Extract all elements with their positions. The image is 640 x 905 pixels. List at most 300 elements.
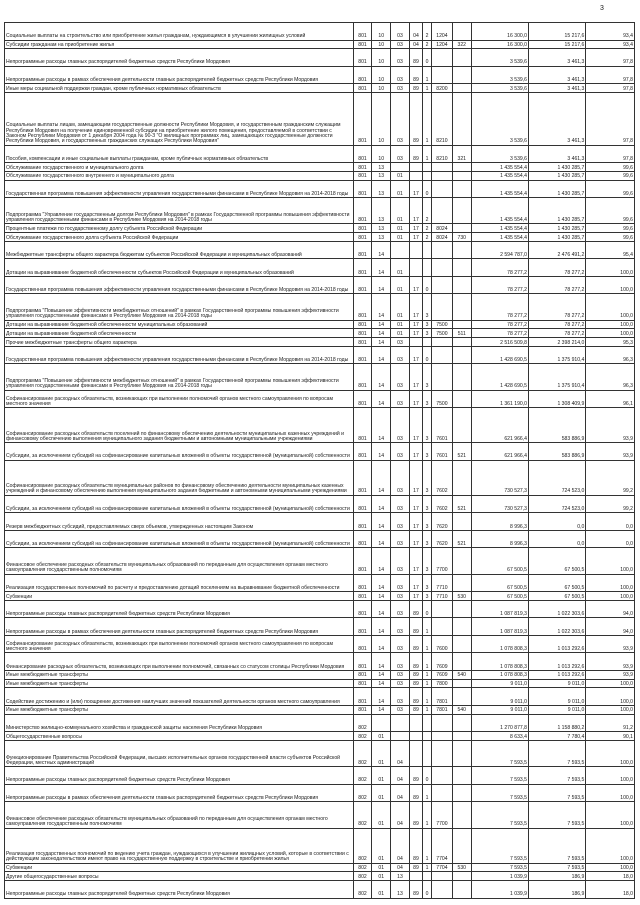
section-code: 01 <box>372 863 391 872</box>
section-code: 14 <box>372 705 391 714</box>
subsection-code: 04 <box>391 767 410 785</box>
row-name: Непрограммные расходы главных распорядителей бюджетных средств Республики Мордовия <box>5 767 354 785</box>
expense-type-code <box>452 364 471 390</box>
expense-type-code: 730 <box>452 233 471 242</box>
program-code: 17 <box>409 346 422 364</box>
execution-percent: 100,0 <box>586 802 635 828</box>
plan-amount: 1 039,9 <box>471 881 528 899</box>
row-name: Субсидии гражданам на приобретение жилья <box>5 40 354 49</box>
article-code: 7600 <box>431 635 452 653</box>
actual-amount: 7 593,5 <box>529 863 586 872</box>
expense-type-code <box>452 180 471 198</box>
ministry-code: 801 <box>353 618 372 636</box>
execution-percent: 91,2 <box>586 714 635 732</box>
table-row <box>5 40 635 49</box>
subsection-code <box>391 163 410 172</box>
section-code <box>372 714 391 732</box>
execution-percent: 99,6 <box>586 233 635 242</box>
section-code: 13 <box>372 180 391 198</box>
ministry-code: 801 <box>353 513 372 531</box>
article-code <box>431 198 452 224</box>
plan-amount: 1 435 554,4 <box>471 224 528 233</box>
subsection-code: 01 <box>391 320 410 329</box>
ministry-code: 801 <box>353 233 372 242</box>
subprogram-code: 1 <box>423 635 432 653</box>
table-row <box>5 259 635 277</box>
subprogram-code <box>423 338 432 347</box>
table-row <box>5 732 635 741</box>
subsection-code <box>391 732 410 741</box>
program-code: 17 <box>409 233 422 242</box>
article-code: 7800 <box>431 679 452 688</box>
execution-percent: 90,1 <box>586 732 635 741</box>
section-code: 10 <box>372 66 391 84</box>
section-code: 13 <box>372 233 391 242</box>
actual-amount: 78 277,2 <box>529 259 586 277</box>
program-code: 89 <box>409 881 422 899</box>
program-code: 04 <box>409 23 422 41</box>
section-code: 14 <box>372 653 391 671</box>
actual-amount: 7 593,5 <box>529 828 586 863</box>
actual-amount: 2 476 491,2 <box>529 241 586 259</box>
expense-type-code: 521 <box>452 530 471 548</box>
table-row <box>5 443 635 461</box>
article-code: 7704 <box>431 863 452 872</box>
program-code: 17 <box>409 513 422 531</box>
execution-percent: 100,0 <box>586 329 635 338</box>
program-code: 17 <box>409 320 422 329</box>
section-code: 14 <box>372 241 391 259</box>
subprogram-code: 1 <box>423 828 432 863</box>
subprogram-code: 1 <box>423 802 432 828</box>
subprogram-code: 1 <box>423 84 432 93</box>
article-code: 7601 <box>431 408 452 443</box>
row-name: Субвенции <box>5 863 354 872</box>
subprogram-code: 1 <box>423 705 432 714</box>
row-name: Реализация государственных полномочий по ведению учета граждан, нуждающихся в улучшении жилищных условий, которые в соответствии с действующим законодательством имеют право на государственную поддержку в строительстве и приобретении жилья <box>5 828 354 863</box>
article-code <box>431 180 452 198</box>
ministry-code: 801 <box>353 329 372 338</box>
subprogram-code: 3 <box>423 574 432 592</box>
actual-amount: 186,9 <box>529 872 586 881</box>
section-code: 10 <box>372 93 391 146</box>
ministry-code: 801 <box>353 49 372 67</box>
row-name: Иные межбюджетные трансферты <box>5 670 354 679</box>
article-code: 7710 <box>431 574 452 592</box>
section-code: 14 <box>372 338 391 347</box>
actual-amount: 7 593,5 <box>529 802 586 828</box>
ministry-code: 801 <box>353 574 372 592</box>
section-code: 10 <box>372 23 391 41</box>
execution-percent: 93,9 <box>586 653 635 671</box>
ministry-code: 801 <box>353 171 372 180</box>
expense-type-code <box>452 741 471 767</box>
article-code: 8210 <box>431 145 452 163</box>
ministry-code: 801 <box>353 320 372 329</box>
expense-type-code <box>452 600 471 618</box>
actual-amount: 9 011,0 <box>529 679 586 688</box>
execution-percent: 96,3 <box>586 364 635 390</box>
actual-amount: 1 158 880,2 <box>529 714 586 732</box>
subprogram-code <box>423 741 432 767</box>
execution-percent: 93,4 <box>586 40 635 49</box>
expense-type-code <box>452 828 471 863</box>
plan-amount: 67 500,5 <box>471 592 528 601</box>
section-code: 10 <box>372 40 391 49</box>
subsection-code: 03 <box>391 145 410 163</box>
expense-type-code: 322 <box>452 40 471 49</box>
subprogram-code: 3 <box>423 408 432 443</box>
actual-amount: 15 217,6 <box>529 40 586 49</box>
plan-amount: 1 087 819,3 <box>471 618 528 636</box>
section-code: 13 <box>372 198 391 224</box>
section-code: 14 <box>372 592 391 601</box>
table-row <box>5 802 635 828</box>
execution-percent: 95,4 <box>586 241 635 259</box>
article-code <box>431 346 452 364</box>
program-code: 17 <box>409 224 422 233</box>
article-code <box>431 784 452 802</box>
subprogram-code: 1 <box>423 653 432 671</box>
actual-amount: 0,0 <box>529 530 586 548</box>
article-code: 8210 <box>431 93 452 146</box>
subsection-code: 03 <box>391 600 410 618</box>
table-row <box>5 163 635 172</box>
plan-amount: 1 078 808,3 <box>471 635 528 653</box>
section-code: 14 <box>372 495 391 513</box>
table-row <box>5 460 635 495</box>
table-row <box>5 171 635 180</box>
subsection-code: 01 <box>391 329 410 338</box>
subsection-code: 01 <box>391 276 410 294</box>
article-code <box>431 171 452 180</box>
actual-amount: 78 277,2 <box>529 329 586 338</box>
plan-amount: 1 435 554,4 <box>471 180 528 198</box>
program-code <box>409 338 422 347</box>
plan-amount: 1 078 808,3 <box>471 670 528 679</box>
actual-amount: 7 780,4 <box>529 732 586 741</box>
row-name: Субвенции <box>5 592 354 601</box>
table-row <box>5 224 635 233</box>
expense-type-code <box>452 346 471 364</box>
expense-type-code <box>452 198 471 224</box>
actual-amount: 1 013 292,6 <box>529 653 586 671</box>
expense-type-code <box>452 408 471 443</box>
expense-type-code <box>452 618 471 636</box>
expense-type-code <box>452 23 471 41</box>
table-row <box>5 653 635 671</box>
row-name: Финансирование расходных обязательств, возникающих при выполнении полномочий, связанных со статусом столицы Республики Мордовия <box>5 653 354 671</box>
subsection-code: 03 <box>391 670 410 679</box>
ministry-code: 801 <box>353 259 372 277</box>
subsection-code: 01 <box>391 233 410 242</box>
row-name: Софинансирование расходных обязательств поселений по финансовому обеспечению деятельности муниципальных казенных учреждений и финансовому обеспечению выполнения муниципального задания бюджетными и автономными муниципальными учреждениями <box>5 408 354 443</box>
ministry-code: 801 <box>353 23 372 41</box>
table-row <box>5 276 635 294</box>
subsection-code: 03 <box>391 574 410 592</box>
plan-amount: 8 996,3 <box>471 513 528 531</box>
execution-percent: 97,8 <box>586 66 635 84</box>
program-code: 17 <box>409 443 422 461</box>
section-code: 14 <box>372 259 391 277</box>
ministry-code: 801 <box>353 338 372 347</box>
program-code: 89 <box>409 84 422 93</box>
table-row <box>5 241 635 259</box>
table-row <box>5 574 635 592</box>
row-name: Непрограммные расходы главных распорядителей бюджетных средств Республики Мордовия <box>5 49 354 67</box>
expense-type-code <box>452 66 471 84</box>
subprogram-code: 3 <box>423 320 432 329</box>
program-code: 89 <box>409 688 422 706</box>
expense-type-code <box>452 259 471 277</box>
article-code: 7601 <box>431 443 452 461</box>
subprogram-code: 3 <box>423 495 432 513</box>
article-code: 1204 <box>431 40 452 49</box>
expense-type-code <box>452 390 471 408</box>
row-name: Дотации на выравнивание бюджетной обеспеченности муниципальных образований <box>5 320 354 329</box>
execution-percent: 100,0 <box>586 705 635 714</box>
table-row <box>5 66 635 84</box>
program-code: 17 <box>409 180 422 198</box>
article-code: 7704 <box>431 828 452 863</box>
expense-type-code <box>452 460 471 495</box>
expense-type-code: 521 <box>452 495 471 513</box>
section-code: 14 <box>372 364 391 390</box>
plan-amount: 7 593,5 <box>471 784 528 802</box>
program-code: 17 <box>409 294 422 320</box>
subprogram-code: 3 <box>423 548 432 574</box>
subsection-code: 03 <box>391 93 410 146</box>
table-row <box>5 198 635 224</box>
subsection-code: 03 <box>391 443 410 461</box>
row-name: Государственная программа повышения эффективности управления государственными финансами в Республике Мордовия на 2014-2018 годы <box>5 346 354 364</box>
subprogram-code: 3 <box>423 443 432 461</box>
execution-percent: 0,0 <box>586 513 635 531</box>
subsection-code: 03 <box>391 688 410 706</box>
article-code <box>431 767 452 785</box>
plan-amount: 730 527,3 <box>471 495 528 513</box>
ministry-code: 801 <box>353 224 372 233</box>
actual-amount: 2 398 214,0 <box>529 338 586 347</box>
program-code: 17 <box>409 530 422 548</box>
subprogram-code: 1 <box>423 688 432 706</box>
program-code <box>409 714 422 732</box>
row-name: Дотации на выравнивание бюджетной обеспеченности <box>5 329 354 338</box>
subsection-code: 04 <box>391 802 410 828</box>
program-code <box>409 872 422 881</box>
plan-amount: 78 277,2 <box>471 329 528 338</box>
plan-amount: 2 594 787,0 <box>471 241 528 259</box>
ministry-code: 802 <box>353 741 372 767</box>
ministry-code: 802 <box>353 714 372 732</box>
execution-percent: 93,9 <box>586 670 635 679</box>
row-name: Софинансирование расходных обязательств, возникающих при выполнении полномочий органов местного самоуправления по вопросам местного значения <box>5 635 354 653</box>
section-code: 14 <box>372 346 391 364</box>
subsection-code: 01 <box>391 171 410 180</box>
subprogram-code <box>423 259 432 277</box>
expense-type-code <box>452 872 471 881</box>
actual-amount: 583 886,9 <box>529 443 586 461</box>
ministry-code: 802 <box>353 802 372 828</box>
execution-percent: 100,0 <box>586 688 635 706</box>
table-row <box>5 679 635 688</box>
row-name: Непрограммные расходы главных распорядителей бюджетных средств Республики Мордовия <box>5 600 354 618</box>
article-code: 7700 <box>431 802 452 828</box>
row-name: Финансовое обеспечение расходных обязательств муниципальных образований по переданным для осуществления органам местного самоуправления государственным полномочиям <box>5 548 354 574</box>
expense-type-code <box>452 688 471 706</box>
table-row <box>5 23 635 41</box>
execution-percent: 97,8 <box>586 93 635 146</box>
row-name: Подпрограмма "Повышение эффективности межбюджетных отношений" в рамках Государственной программы повышения эффективности управления государственными финансами в Республике Мордовия на 2014-2018 годы <box>5 364 354 390</box>
section-code: 14 <box>372 329 391 338</box>
subprogram-code <box>423 241 432 259</box>
article-code <box>431 259 452 277</box>
ministry-code: 801 <box>353 84 372 93</box>
row-name: Пособия, компенсации и иные социальные выплаты гражданам, кроме публичных нормативных обязательств <box>5 145 354 163</box>
ministry-code: 801 <box>353 635 372 653</box>
program-code: 17 <box>409 548 422 574</box>
table-row <box>5 881 635 899</box>
expense-type-code <box>452 714 471 732</box>
ministry-code: 801 <box>353 548 372 574</box>
subprogram-code: 3 <box>423 592 432 601</box>
ministry-code: 801 <box>353 294 372 320</box>
actual-amount: 3 461,3 <box>529 145 586 163</box>
expense-type-code: 540 <box>452 670 471 679</box>
subsection-code <box>391 241 410 259</box>
subsection-code: 01 <box>391 294 410 320</box>
program-code: 89 <box>409 66 422 84</box>
subprogram-code <box>423 732 432 741</box>
program-code: 17 <box>409 408 422 443</box>
table-row <box>5 828 635 863</box>
plan-amount: 7 593,5 <box>471 828 528 863</box>
subsection-code: 01 <box>391 259 410 277</box>
section-code: 01 <box>372 881 391 899</box>
plan-amount: 78 277,2 <box>471 320 528 329</box>
ministry-code: 801 <box>353 390 372 408</box>
actual-amount: 67 500,5 <box>529 548 586 574</box>
plan-amount: 2 516 509,8 <box>471 338 528 347</box>
subsection-code: 04 <box>391 863 410 872</box>
plan-amount: 3 539,6 <box>471 84 528 93</box>
program-code <box>409 259 422 277</box>
execution-percent: 97,8 <box>586 84 635 93</box>
subprogram-code: 0 <box>423 600 432 618</box>
article-code: 7801 <box>431 688 452 706</box>
actual-amount: 1 430 285,7 <box>529 198 586 224</box>
actual-amount: 1 430 285,7 <box>529 171 586 180</box>
expense-type-code <box>452 635 471 653</box>
article-code: 8200 <box>431 84 452 93</box>
execution-percent: 100,0 <box>586 592 635 601</box>
section-code: 14 <box>372 574 391 592</box>
subsection-code: 13 <box>391 881 410 899</box>
section-code: 10 <box>372 145 391 163</box>
plan-amount: 9 011,0 <box>471 705 528 714</box>
table-row <box>5 233 635 242</box>
expense-type-code <box>452 276 471 294</box>
row-name: Социальные выплаты лицам, замещающим государственные должности Республики Мордовия, и государственным гражданским служащим Республики Мордовия на получение единовременной субсидии на приобретение жилого помещения, предоставляемой в соответствии с Законом Республики Мордовия от 1 декабря 2004 года № 90-З "О жилищных программах лиц, замещающих государственные должности Республики Мордовия, и государственных гражданских служащих Республики Мордовия" <box>5 93 354 146</box>
ministry-code: 801 <box>353 592 372 601</box>
row-name: Софинансирование расходных обязательств муниципальных районов по финансовому обеспечению деятельности муниципальных казенных учреждений и финансовому обеспечению выполнения муниципального задания бюджетными и автономными муниципальными учреждениями <box>5 460 354 495</box>
program-code: 89 <box>409 679 422 688</box>
row-name: Обслуживание государственного и муниципального долга <box>5 163 354 172</box>
subprogram-code: 2 <box>423 224 432 233</box>
program-code: 17 <box>409 276 422 294</box>
section-code: 01 <box>372 784 391 802</box>
subprogram-code <box>423 163 432 172</box>
actual-amount: 186,9 <box>529 881 586 899</box>
actual-amount: 0,0 <box>529 513 586 531</box>
row-name: Софинансирование расходных обязательств, возникающих при выполнении полномочий органов местного самоуправления по вопросам местного значения <box>5 390 354 408</box>
article-code: 7500 <box>431 320 452 329</box>
actual-amount: 9 011,0 <box>529 705 586 714</box>
table-row <box>5 338 635 347</box>
program-code: 89 <box>409 784 422 802</box>
table-row <box>5 329 635 338</box>
ministry-code: 802 <box>353 828 372 863</box>
article-code <box>431 741 452 767</box>
expense-type-code <box>452 320 471 329</box>
row-name: Резерв межбюджетных субсидий, предоставляемых сверх объемов, утвержденных настоящим Законом <box>5 513 354 531</box>
article-code: 8024 <box>431 233 452 242</box>
subprogram-code: 3 <box>423 364 432 390</box>
program-code: 17 <box>409 390 422 408</box>
subprogram-code: 1 <box>423 863 432 872</box>
section-code: 01 <box>372 828 391 863</box>
article-code <box>431 294 452 320</box>
execution-percent: 18,0 <box>586 872 635 881</box>
article-code <box>431 872 452 881</box>
execution-percent: 99,6 <box>586 180 635 198</box>
plan-amount: 621 966,4 <box>471 443 528 461</box>
program-code: 04 <box>409 40 422 49</box>
plan-amount: 78 277,2 <box>471 294 528 320</box>
section-code: 13 <box>372 224 391 233</box>
section-code: 13 <box>372 163 391 172</box>
article-code <box>431 732 452 741</box>
row-name: Другие общегосударственные вопросы <box>5 872 354 881</box>
plan-amount: 7 593,5 <box>471 741 528 767</box>
execution-percent: 97,8 <box>586 49 635 67</box>
table-row <box>5 93 635 146</box>
program-code: 89 <box>409 828 422 863</box>
expense-type-code <box>452 241 471 259</box>
subprogram-code: 3 <box>423 513 432 531</box>
expense-type-code: 540 <box>452 705 471 714</box>
plan-amount: 67 500,5 <box>471 574 528 592</box>
table-row <box>5 495 635 513</box>
row-name: Государственная программа повышения эффективности управления государственными финансами в Республике Мордовия на 2014-2018 годы <box>5 180 354 198</box>
expense-type-code <box>452 653 471 671</box>
subprogram-code: 0 <box>423 346 432 364</box>
execution-percent: 99,6 <box>586 171 635 180</box>
article-code <box>431 276 452 294</box>
plan-amount: 1 270 877,8 <box>471 714 528 732</box>
row-name: Функционирование Правительства Российской Федерации, высших исполнительных органов государственной власти субъектов Российской Федерации, местных администраций <box>5 741 354 767</box>
program-code: 17 <box>409 364 422 390</box>
section-code: 14 <box>372 294 391 320</box>
execution-percent: 100,0 <box>586 863 635 872</box>
table-row <box>5 618 635 636</box>
row-name: Социальные выплаты на строительство или приобретение жилья гражданам, нуждающимся в улучшении жилищных условий <box>5 23 354 41</box>
section-code: 01 <box>372 741 391 767</box>
subprogram-code: 1 <box>423 784 432 802</box>
section-code: 13 <box>372 171 391 180</box>
subprogram-code: 1 <box>423 618 432 636</box>
execution-percent: 99,6 <box>586 224 635 233</box>
